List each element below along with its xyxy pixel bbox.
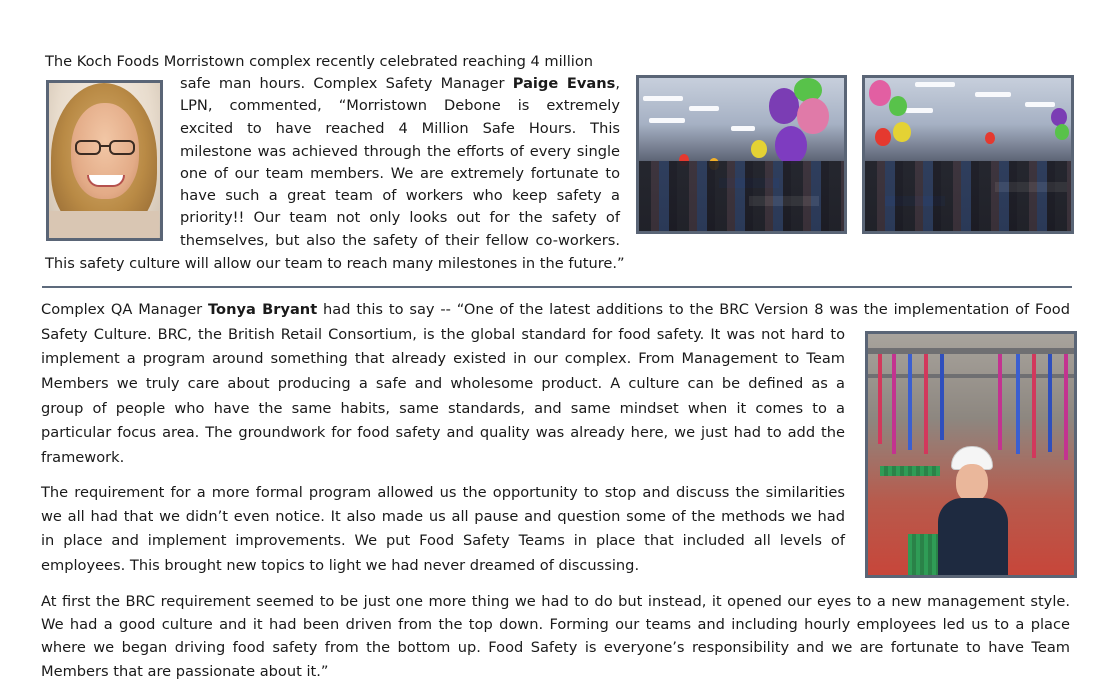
section-divider <box>42 286 1072 288</box>
s2-p3-line-3: Members that are passionate about it.” <box>41 663 329 680</box>
s2-p1-line-5: particular focus area. The groundwork for food safety and quality was already here, we just had to add the <box>41 424 845 441</box>
s2-p3-line-0: At first the BRC requirement seemed to be just one more thing we had to do but instead, it opened our eyes to a new management style. <box>41 593 1070 610</box>
s2-p2-line-0: The requirement for a more formal program allowed us the opportunity to stop and discuss the similarities <box>41 484 845 501</box>
s1-line-8: themselves, but also the safety of their fellow co-workers. <box>180 232 620 249</box>
s1-line-6: have such a great team of workers who keep safety a <box>180 187 620 204</box>
s2-p3-line-1: We had a good culture and it had been driven from the top down. Forming our teams and including hourly employees led us to a place <box>41 616 1070 633</box>
s2-p2-line-3: employees. This brought new topics to light we had never dreamed of discussing. <box>41 557 640 574</box>
s1-line-7: priority!! Our team not only looks out for the safety of <box>180 209 620 226</box>
s1-line-4: milestone was achieved through the efforts of every single <box>180 143 620 160</box>
celebration-photo-2 <box>862 75 1074 234</box>
s1-line-1: safe man hours. Complex Safety Manager Paige Evans, <box>180 75 620 92</box>
s2-p3-line-2: where we began driving food safety from the bottom up. Food Safety is everyone’s responsibility and we are fortunate to have Team <box>41 639 1070 656</box>
s1-line-2: LPN, commented, “Morristown Debone is extremely <box>180 97 620 114</box>
s1-line-5: one of our team members. We are extremely fortunate to <box>180 165 620 182</box>
s2-p2-line-2: in place and implement improvements. We put Food Safety Teams in place that included all levels of <box>41 532 845 549</box>
portrait-photo <box>46 80 163 241</box>
qa-manager-name: Tonya Bryant <box>208 301 318 318</box>
s2-p2-line-1: we all had that we didn’t even notice. It also made us all pause and question some of the methods we had <box>41 508 845 525</box>
s2-p1-line-2: implement a program around something that already existed in our complex. From Management to Team <box>41 350 845 367</box>
s2-p1-line-6: framework. <box>41 449 125 466</box>
s2-p1-line-3: Members we truly care about producing a safe and wholesome product. A culture can be defined as a <box>41 375 845 392</box>
s2-p1-line-1: Safety Culture. BRC, the British Retail Consortium, is the global standard for food safety. It was not hard to <box>41 326 845 343</box>
s2-p1-line-4: group of people who have the same habits, same standards, and same mindset when it comes to a <box>41 400 845 417</box>
s1-line-9: This safety culture will allow our team to reach many milestones in the future.” <box>45 255 625 272</box>
s1-line-0: The Koch Foods Morristown complex recently celebrated reaching 4 million <box>45 53 594 70</box>
qa-manager-photo <box>865 331 1077 578</box>
s1-line-3: excited to have reached 4 Million Safe Hours. This <box>180 120 620 137</box>
celebration-photo-1 <box>636 75 847 234</box>
glasses-graphic <box>73 139 137 157</box>
s2-p1-line-0: Complex QA Manager Tonya Bryant had this to say -- “One of the latest additions to the BRC Version 8 was the implementation of Food <box>41 301 1070 318</box>
safety-manager-name: Paige Evans <box>512 75 616 92</box>
